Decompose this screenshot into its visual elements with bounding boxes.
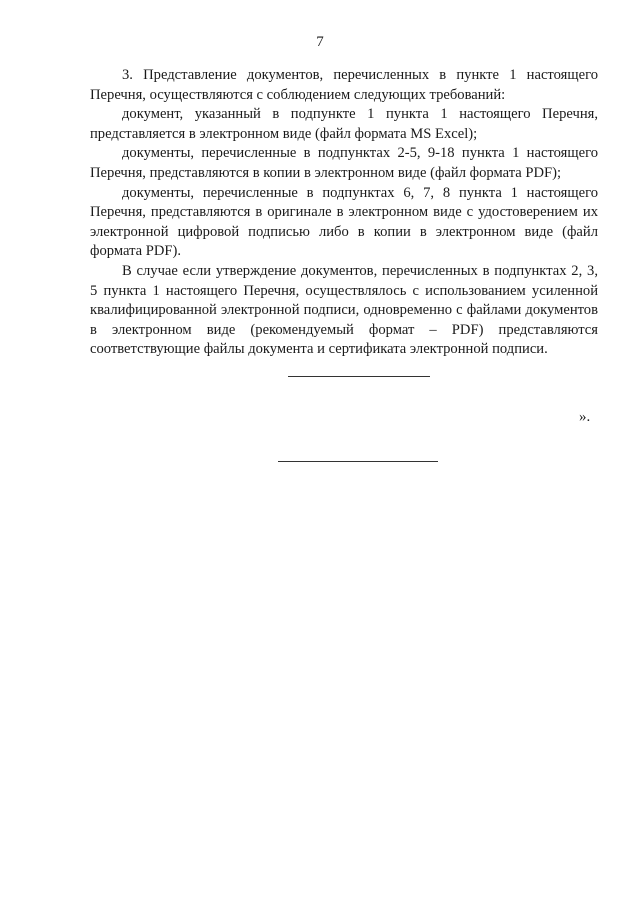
paragraph-4: документы, перечисленные в подпунктах 6, 7, 8 пункта 1 настоящего Перечня, представляются в оригинале в электронном виде с удостоверением их электронной цифровой подписью либо в копии в электронном виде (файл формата PDF). [90, 184, 598, 260]
paragraph-1: 3. Представление документов, перечисленных в пункте 1 настоящего Перечня, осуществляются с соблюдением следующих требований: [90, 67, 598, 103]
separator-line [278, 461, 438, 462]
paragraph-5: В случае если утверждение документов, перечисленных в подпунктах 2, 3, 5 пункта 1 настоящего Перечня, осуществлялось с использованием усиленной квалифицированной электронной подписи, одновременно с файлами документов в электронном виде (рекомендуемый формат – PDF) представляются соответствующие файлы документа и сертификата электронной подписи. [90, 262, 598, 358]
closing-quote: ». [579, 409, 591, 425]
paragraph-3: документы, перечисленные в подпунктах 2-5, 9-18 пункта 1 настоящего Перечня, представляются в копии в электронном виде (файл формата PDF); [90, 145, 598, 181]
separator-line [288, 376, 430, 377]
document-body [90, 66, 598, 360]
paragraph-2: документ, указанный в подпункте 1 пункта 1 настоящего Перечня, представляется в электронном виде (файл формата MS Excel); [90, 106, 598, 142]
page-number: 7 [316, 34, 324, 50]
